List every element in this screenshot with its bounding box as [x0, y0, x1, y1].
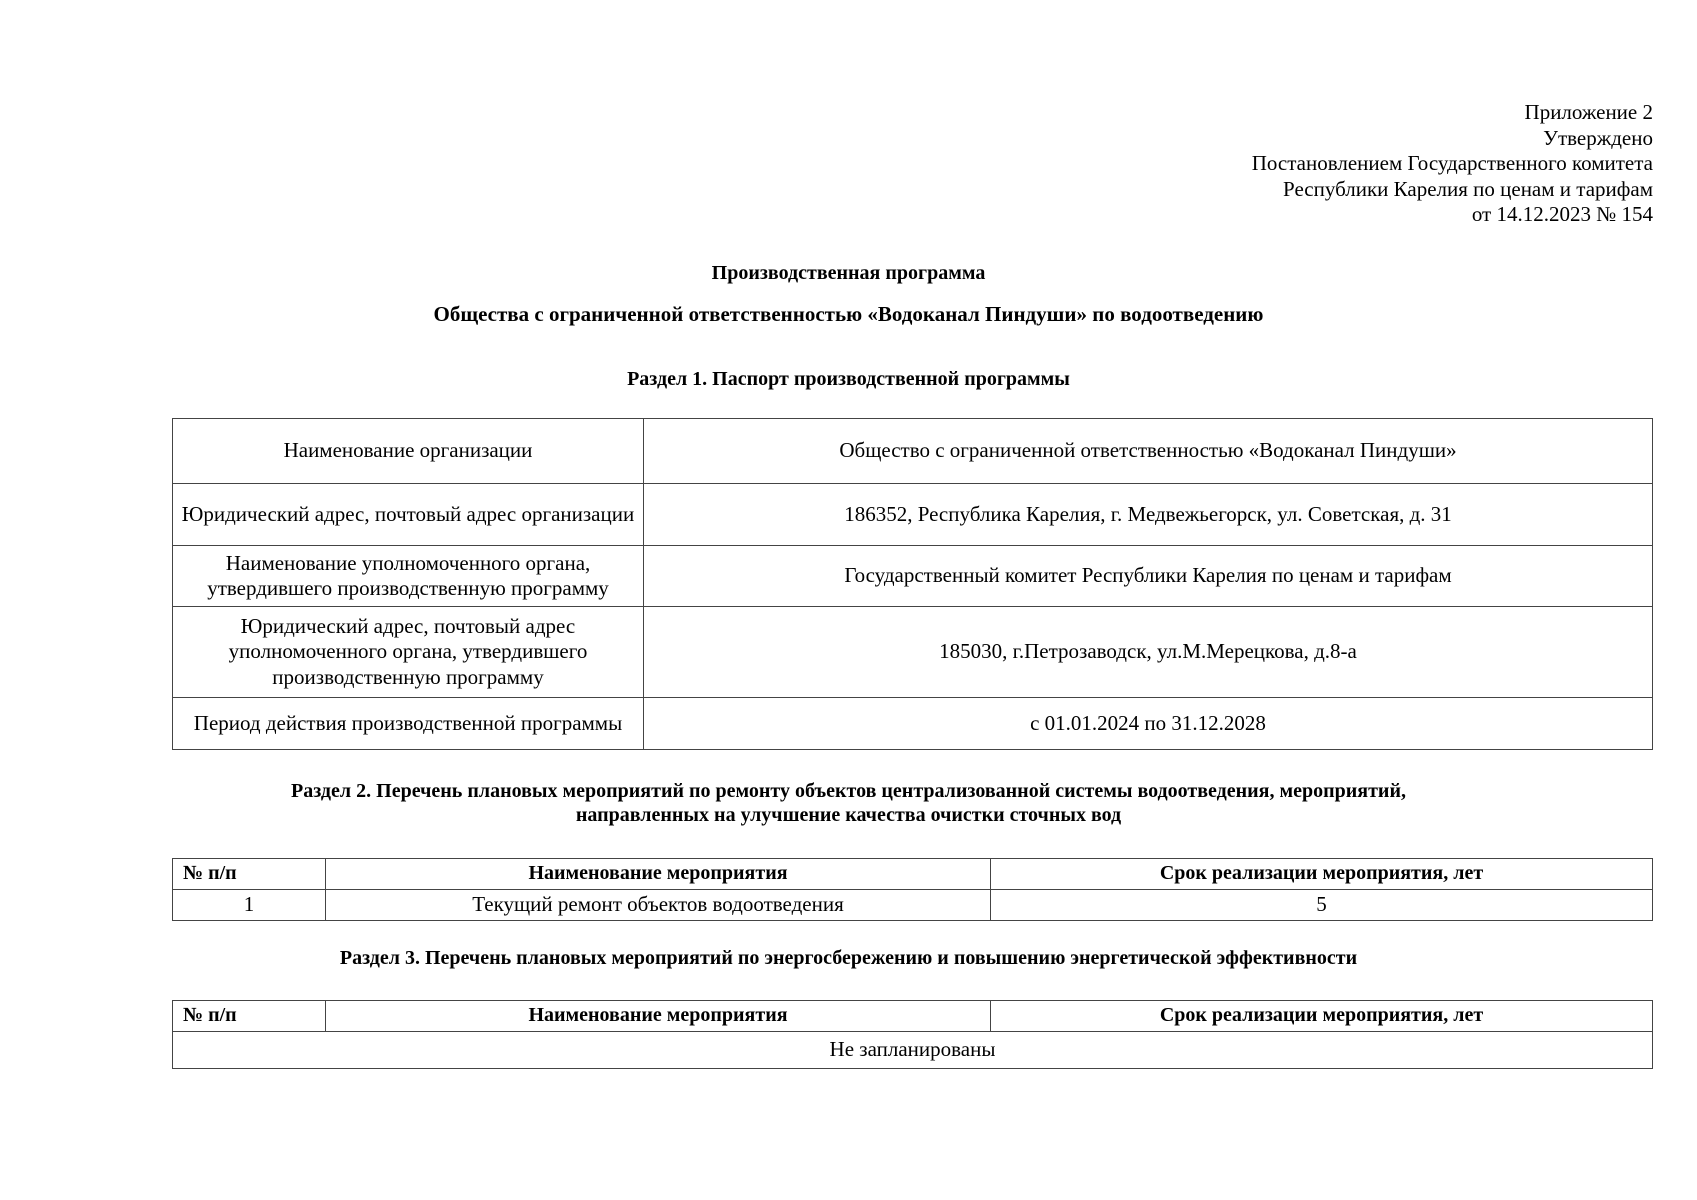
- approval-resolution: Постановлением Государственного комитета: [1251, 151, 1653, 175]
- table-row: [173, 698, 1653, 750]
- passport-table: [172, 418, 1653, 750]
- cell-measure-name: Текущий ремонт объектов водоотведения: [326, 890, 991, 921]
- header-term: Срок реализации мероприятия, лет: [991, 1001, 1653, 1032]
- approval-block: [1252, 100, 1653, 228]
- table-row: [173, 419, 1653, 484]
- passport-label: Наименование уполномоченного органа, утвердившего производственную программу: [173, 546, 644, 607]
- passport-label: Период действия производственной программы: [173, 698, 644, 750]
- header-measure-name: Наименование мероприятия: [326, 1001, 991, 1032]
- passport-label: Наименование организации: [173, 419, 644, 484]
- document-subtitle: Общества с ограниченной ответственностью «Водоканал Пиндуши» по водоотведению: [433, 302, 1264, 326]
- table-row: [173, 890, 1653, 921]
- header-number: № п/п: [173, 1001, 326, 1032]
- passport-value: с 01.01.2024 по 31.12.2028: [644, 698, 1653, 750]
- approval-appendix: Приложение 2: [1524, 100, 1653, 124]
- table-row: [173, 607, 1653, 698]
- section2-title: [0, 779, 1697, 827]
- section2-title-line1: Раздел 2. Перечень плановых мероприятий по ремонту объектов централизованной системы водоотведения, мероприятий,: [291, 780, 1406, 802]
- passport-value: Общество с ограниченной ответственностью «Водоканал Пиндуши»: [644, 419, 1653, 484]
- cell-term: 5: [991, 890, 1653, 921]
- header-term: Срок реализации мероприятия, лет: [991, 859, 1653, 890]
- energy-measures-table: [172, 1000, 1653, 1069]
- cell-number: 1: [173, 890, 326, 921]
- approval-committee: Республики Карелия по ценам и тарифам: [1283, 176, 1653, 201]
- table-row: [173, 546, 1653, 607]
- passport-value: 185030, г.Петрозаводск, ул.М.Мерецкова, д.8-а: [644, 607, 1653, 698]
- section3-title: Раздел 3. Перечень плановых мероприятий по энергосбережению и повышению энергетической эффективности: [339, 947, 1358, 969]
- table-header-row: [173, 859, 1653, 890]
- table-row: [173, 484, 1653, 546]
- repair-measures-table: [172, 858, 1653, 921]
- passport-value: Государственный комитет Республики Карелия по ценам и тарифам: [644, 546, 1653, 607]
- table-header-row: [173, 1001, 1653, 1032]
- section2-title-line2: направленных на улучшение качества очистки сточных вод: [575, 804, 1122, 826]
- passport-label: Юридический адрес, почтовый адрес уполномоченного органа, утвердившего производственную программу: [173, 607, 644, 698]
- approval-date-number: от 14.12.2023 № 154: [1471, 202, 1653, 226]
- header-number: № п/п: [173, 859, 326, 890]
- approval-approved: Утверждено: [1543, 125, 1653, 150]
- passport-value: 186352, Республика Карелия, г. Медвежьегорск, ул. Советская, д. 31: [644, 484, 1653, 546]
- passport-label: Юридический адрес, почтовый адрес организации: [173, 484, 644, 546]
- document-title: Производственная программа: [711, 262, 986, 284]
- section1-title: Раздел 1. Паспорт производственной программы: [627, 368, 1070, 390]
- header-measure-name: Наименование мероприятия: [326, 859, 991, 890]
- table-row: [173, 1032, 1653, 1069]
- not-planned-cell: Не запланированы: [173, 1032, 1653, 1069]
